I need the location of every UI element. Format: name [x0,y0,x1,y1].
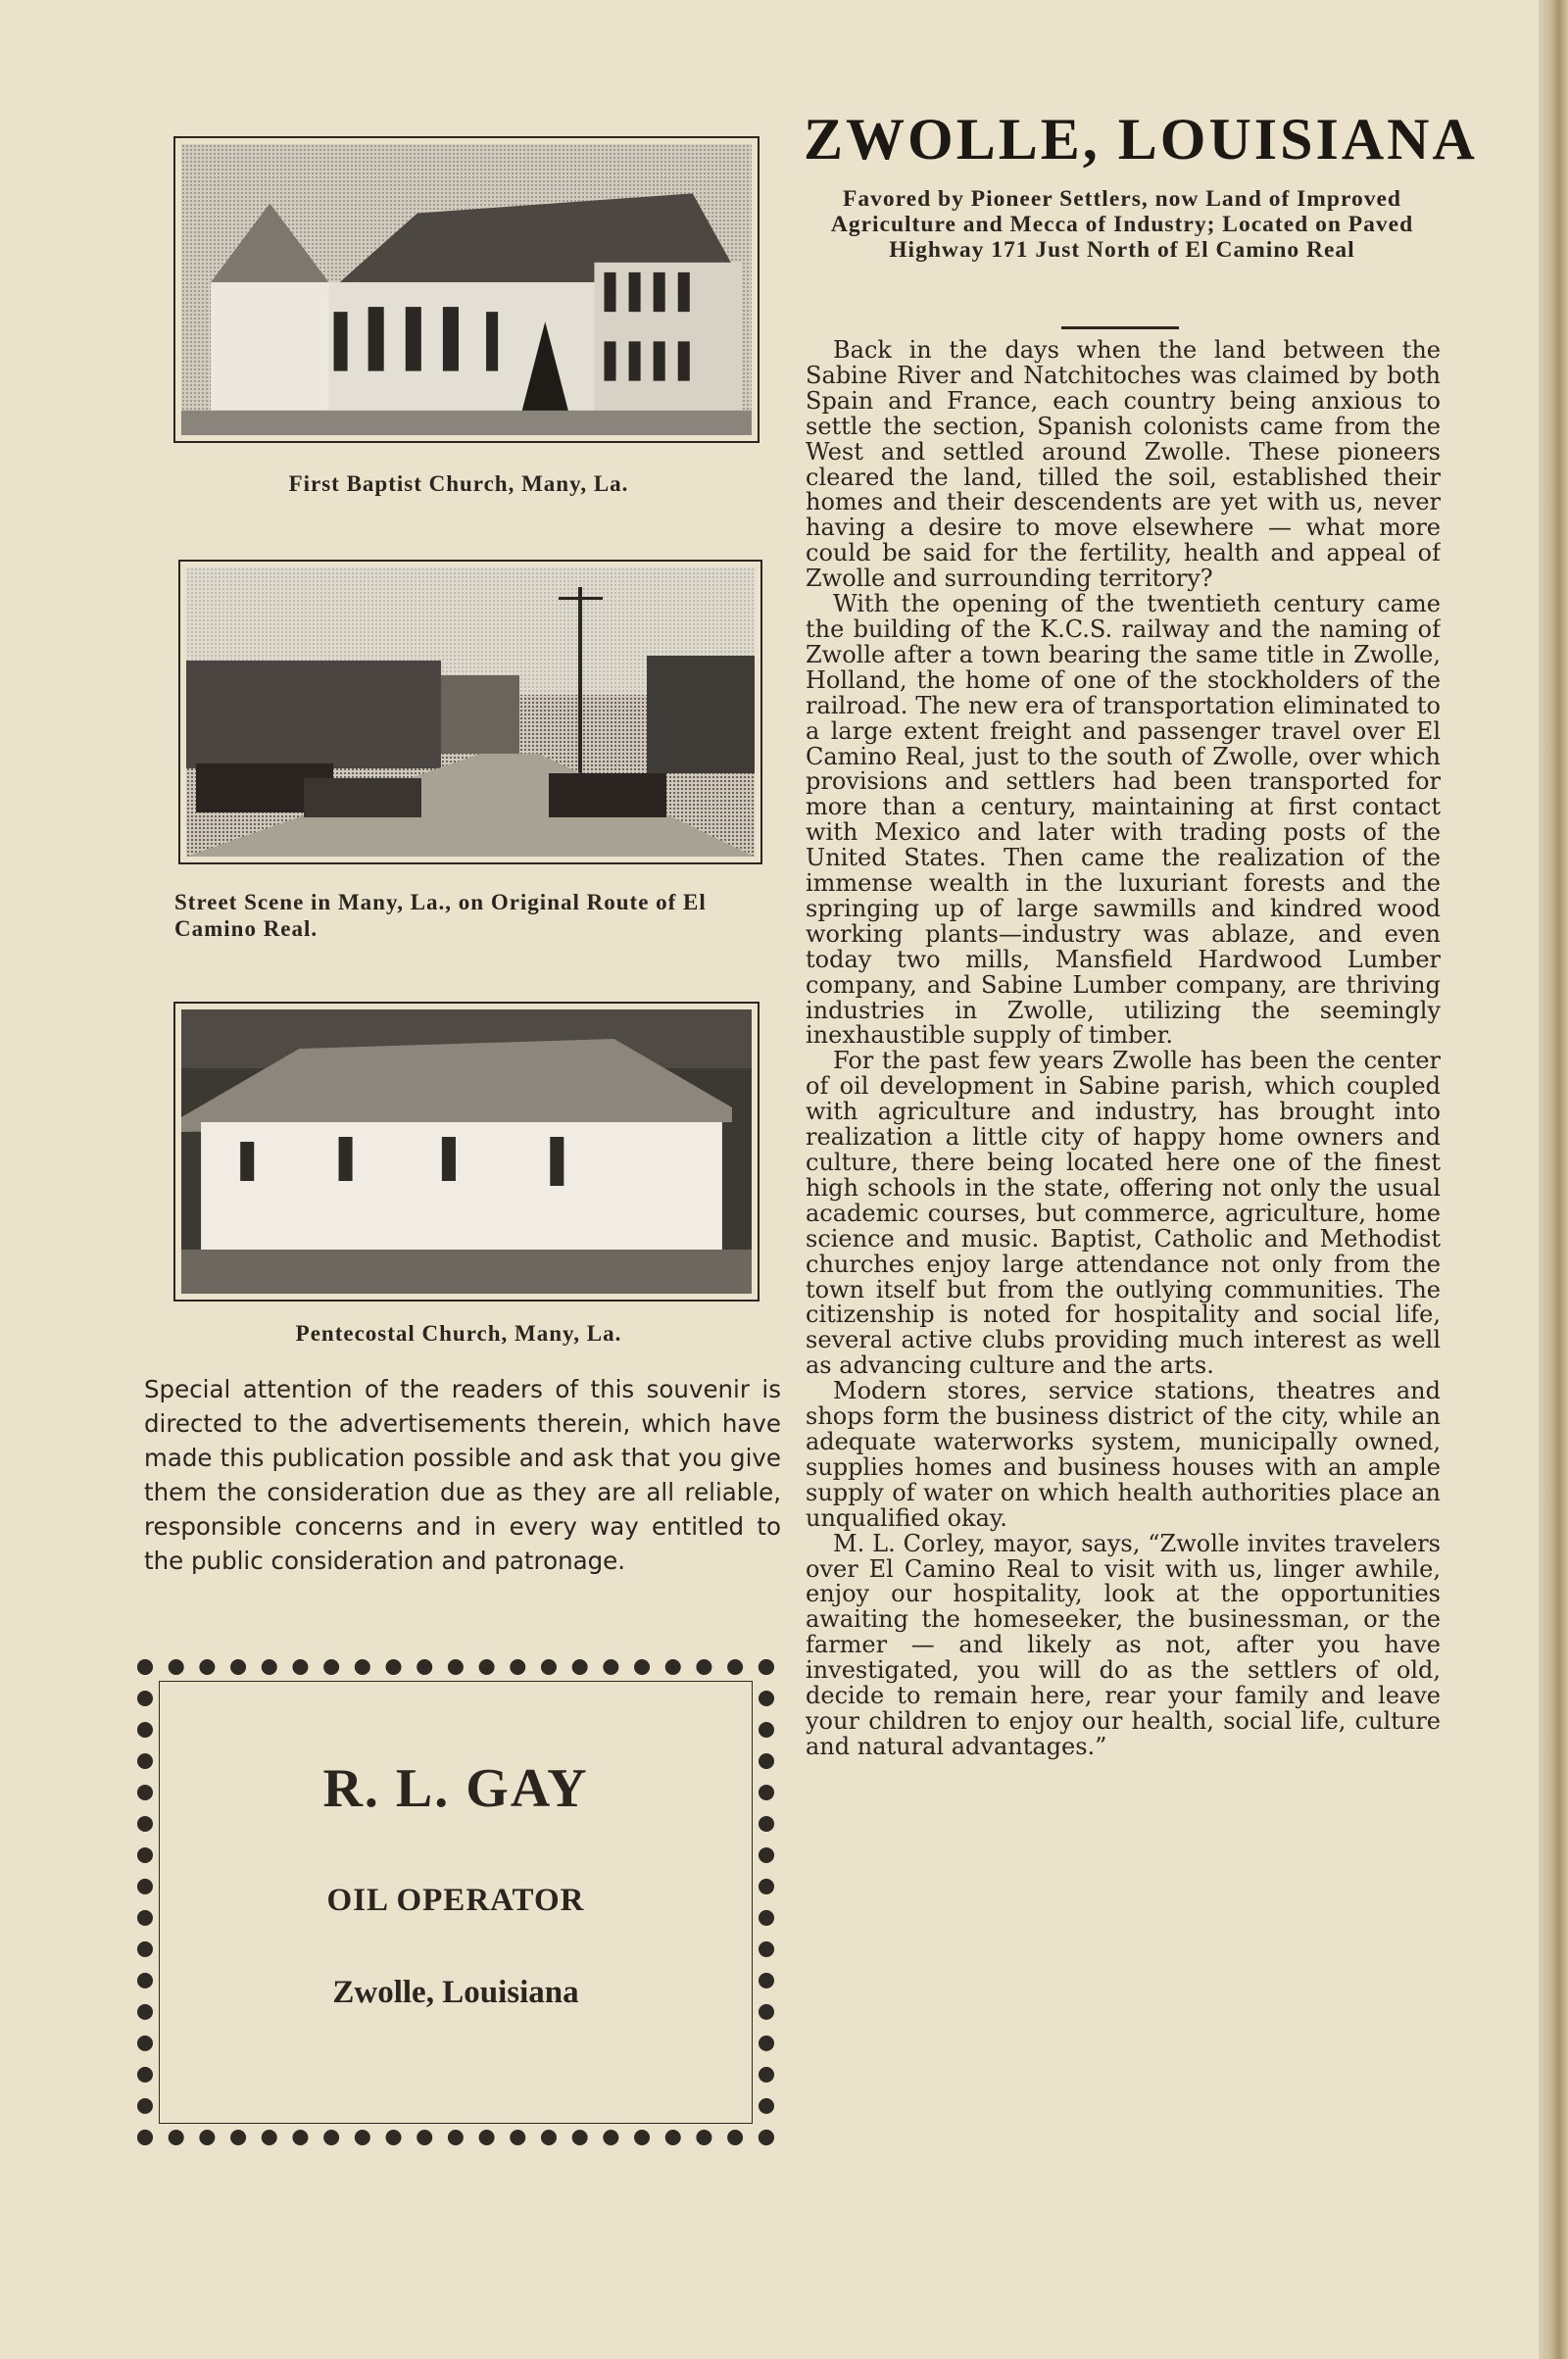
advertisement-box [137,1659,774,2145]
ad-location: Zwolle, Louisiana [332,1975,579,2010]
article-body [806,338,1441,2141]
ad-name: R. L. GAY [322,1758,589,1819]
advertisers-notice: Special attention of the readers of this souvenir is directed to the advertisements therein, which have made this publication possible and ask that you give them the consideration due as they are all reliable, responsible concerns and in every way entitled to the public consideration and patronage. [144,1375,781,1575]
photo-street-scene [178,560,762,864]
ad-occupation: OIL OPERATOR [326,1883,585,1918]
article-paragraph: For the past few years Zwolle has been the center of oil development in Sabine parish, which coupled with agriculture and industry, has brought into realization a little city of happy home owners and culture, there being located here one of the finest high schools in the state, offering not only the usual academic courses, but commerce, agriculture, home science and music. Baptist, Catholic and Methodist churches enjoy large attendance not only from the town itself but from the outlying communities. The citizenship is noted for hospitality and social life, several active clubs providing much interest as well as advancing culture and the arts. [806,1047,1441,1380]
page-edge [1539,0,1568,2359]
photo-pentecostal-church [173,1002,760,1302]
pentecostal-church-photo-image [181,1009,752,1294]
caption-first-baptist-church: First Baptist Church, Many, La. [288,471,629,496]
article-headline: ZWOLLE, LOUISIANA [804,107,1478,172]
article-subheadline: Favored by Pioneer Settlers, now Land of Improved Agriculture and Mecca of Industry; Located on Paved Highway 171 Just North of El Camino Real [830,186,1414,263]
article-paragraph: Back in the days when the land between the Sabine River and Natchitoches was claimed by both Spain and France, each country being anxious to settle the section, Spanish colonists came from the West and settled around Zwolle. These pioneers cleared the land, tilled the soil, established their homes and their descendents are yet with us, never having a desire to move elsewhere — what more could be said for the fertility, health and appeal of Zwolle and surrounding territory? [806,338,1441,593]
article-paragraph: With the opening of the twentieth century came the building of the K.C.S. railway and the naming of Zwolle after a town bearing the same title in Zwolle, Holland, the home of one of the stockholders of the railroad. The new era of transportation eliminated to a large extent freight and passenger travel over El Camino Real, just to the south of Zwolle, over which provisions and settlers had been transported for more than a century, maintaining at first contact with Mexico and later with trading posts of the United States. Then came the realization of the immense wealth in the luxuriant forests and the springing up of large sawmills and kindred wood working plants—industry was ablaze, and even today two mills, Mansfield Hardwood Lumber company, and Sabine Lumber company, are thriving industries in Zwolle, utilizing the seemingly inexhaustible supply of timber. [806,590,1441,1050]
street-scene-photo-image [186,567,755,857]
church-photo-image [181,144,752,435]
caption-pentecostal-church: Pentecostal Church, Many, La. [295,1321,622,1346]
headline-divider [1061,326,1179,329]
caption-street-scene: Street Scene in Many, La., on Original Route of El Camino Real. [174,890,707,941]
article-paragraph: M. L. Corley, mayor, says, “Zwolle invites travelers over El Camino Real to visit with us, linger awhile, enjoy our hospitality, look at the opportunities awaiting the homeseeker, the businessman, or the farmer — and likely as not, after you have investigated, you will do as the settlers of old, decide to remain here, rear your family and leave your children to enjoy our health, social life, culture and natural advantages.” [806,1529,1441,1760]
article-paragraph: Modern stores, service stations, theatres and shops form the business district of the city, while an adequate waterworks system, municipally owned, supplies homes and business houses with an ample supply of water on which health authorities place an unqualified okay. [806,1377,1441,1532]
photo-first-baptist-church [173,136,760,443]
